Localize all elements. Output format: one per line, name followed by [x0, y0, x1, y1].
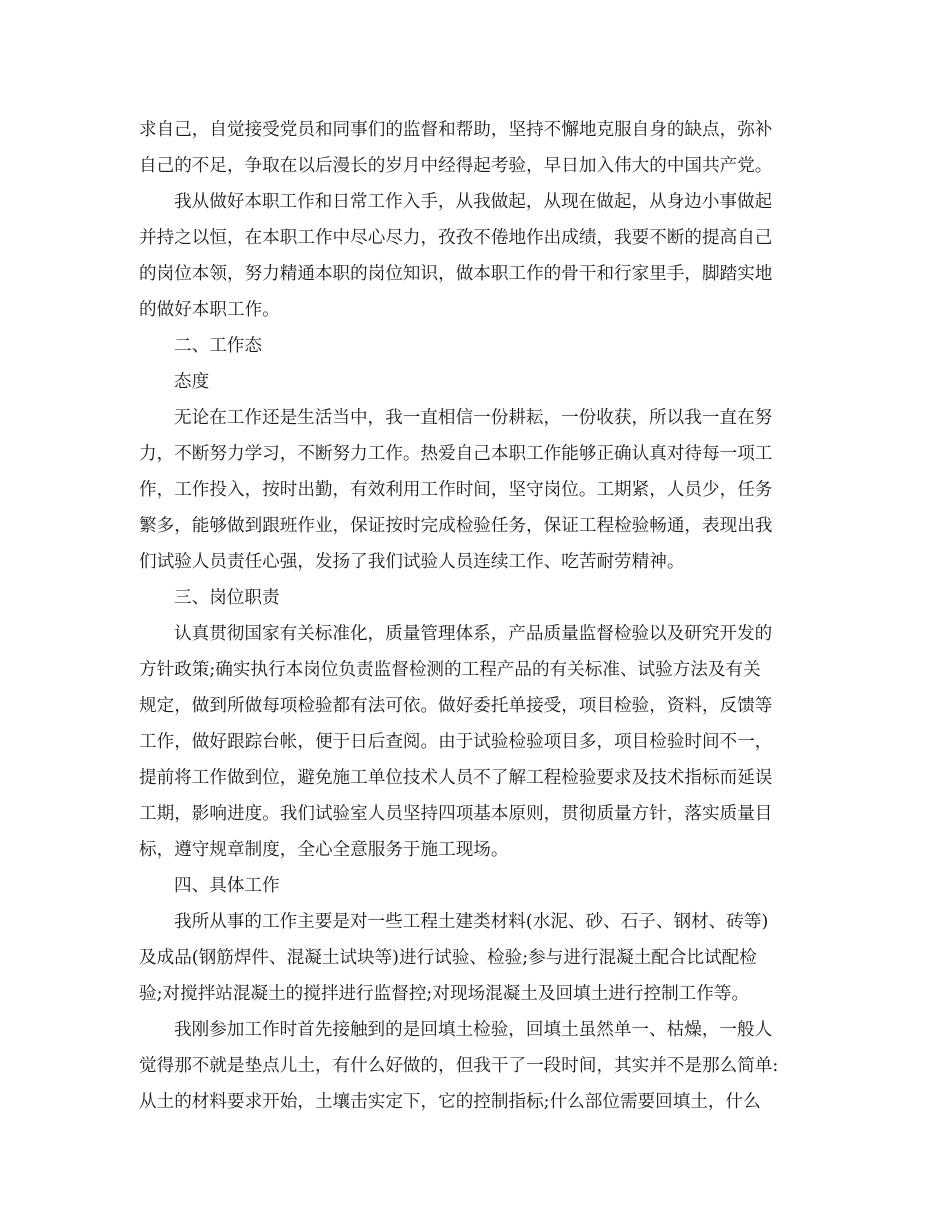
text-line: 觉得那不就是垫点儿土，有什么好做的，但我干了一段时间，其实并不是那么简单:	[139, 1056, 779, 1076]
text-line: 工作，做好跟踪台帐，便于日后查阅。由于试验检验项目多，项目检验时间不一，	[139, 732, 773, 752]
section-heading: 态度	[174, 372, 210, 392]
text-line: 方针政策;确实执行本岗位负责监督检测的工程产品的有关标准、试验方法及有关	[139, 660, 761, 680]
text-line: 繁多，能够做到跟班作业，保证按时完成检验任务，保证工程检验畅通，表现出我	[139, 516, 773, 536]
text-line: 力，不断努力学习，不断努力工作。热爱自己本职工作能够正确认真对待每一项工	[139, 444, 773, 464]
text-line: 的岗位本领，努力精通本职的岗位知识，做本职工作的骨干和行家里手，脚踏实地	[139, 264, 773, 284]
text-line: 求自己，自觉接受党员和同事们的监督和帮助，坚持不懈地克服自身的缺点，弥补	[139, 120, 773, 140]
text-line: 们试验人员责任心强，发扬了我们试验人员连续工作、吃苦耐劳精神。	[139, 552, 685, 572]
text-line: 我从做好本职工作和日常工作入手，从我做起，从现在做起，从身边小事做起	[174, 192, 773, 212]
text-line: 工期，影响进度。我们试验室人员坚持四项基本原则，贯彻质量方针，落实质量目	[139, 804, 773, 824]
text-line: 及成品(钢筋焊件、混凝土试块等)进行试验、检验;参与进行混凝土配合比试配检	[139, 948, 757, 968]
text-line: 提前将工作做到位，避免施工单位技术人员不了解工程检验要求及技术指标而延误	[139, 768, 773, 788]
text-line: 无论在工作还是生活当中，我一直相信一份耕耘，一份收获，所以我一直在努	[174, 408, 773, 428]
text-line: 我刚参加工作时首先接触到的是回填土检验，回填土虽然单一、枯燥，一般人	[174, 1020, 773, 1040]
section-heading: 四、具体工作	[174, 876, 280, 896]
text-line: 作，工作投入，按时出勤，有效利用工作时间，坚守岗位。工期紧，人员少，任务	[139, 480, 773, 500]
text-line: 我所从事的工作主要是对一些工程土建类材料(水泥、砂、石子、钢材、砖等)	[174, 912, 769, 932]
text-line: 验;对搅拌站混凝土的搅拌进行监督控;对现场混凝土及回填土进行控制工作等。	[139, 984, 750, 1004]
text-line: 认真贯彻国家有关标准化，质量管理体系，产品质量监督检验以及研究开发的	[174, 624, 773, 644]
text-line: 标，遵守规章制度，全心全意服务于施工现场。	[139, 840, 509, 860]
section-heading: 二、工作态	[174, 336, 262, 356]
section-heading: 三、岗位职责	[174, 588, 280, 608]
text-line: 从土的材料要求开始，土壤击实定下，它的控制指标;什么部位需要回填土，什么	[139, 1092, 761, 1112]
text-line: 并持之以恒，在本职工作中尽心尽力，孜孜不倦地作出成绩，我要不断的提高自己	[139, 228, 773, 248]
text-line: 的做好本职工作。	[139, 300, 280, 320]
text-line: 规定，做到所做每项检验都有法可依。做好委托单接受，项目检验，资料，反馈等	[139, 696, 773, 716]
text-line: 自己的不足，争取在以后漫长的岁月中经得起考验，早日加入伟大的中国共产党。	[139, 156, 773, 176]
